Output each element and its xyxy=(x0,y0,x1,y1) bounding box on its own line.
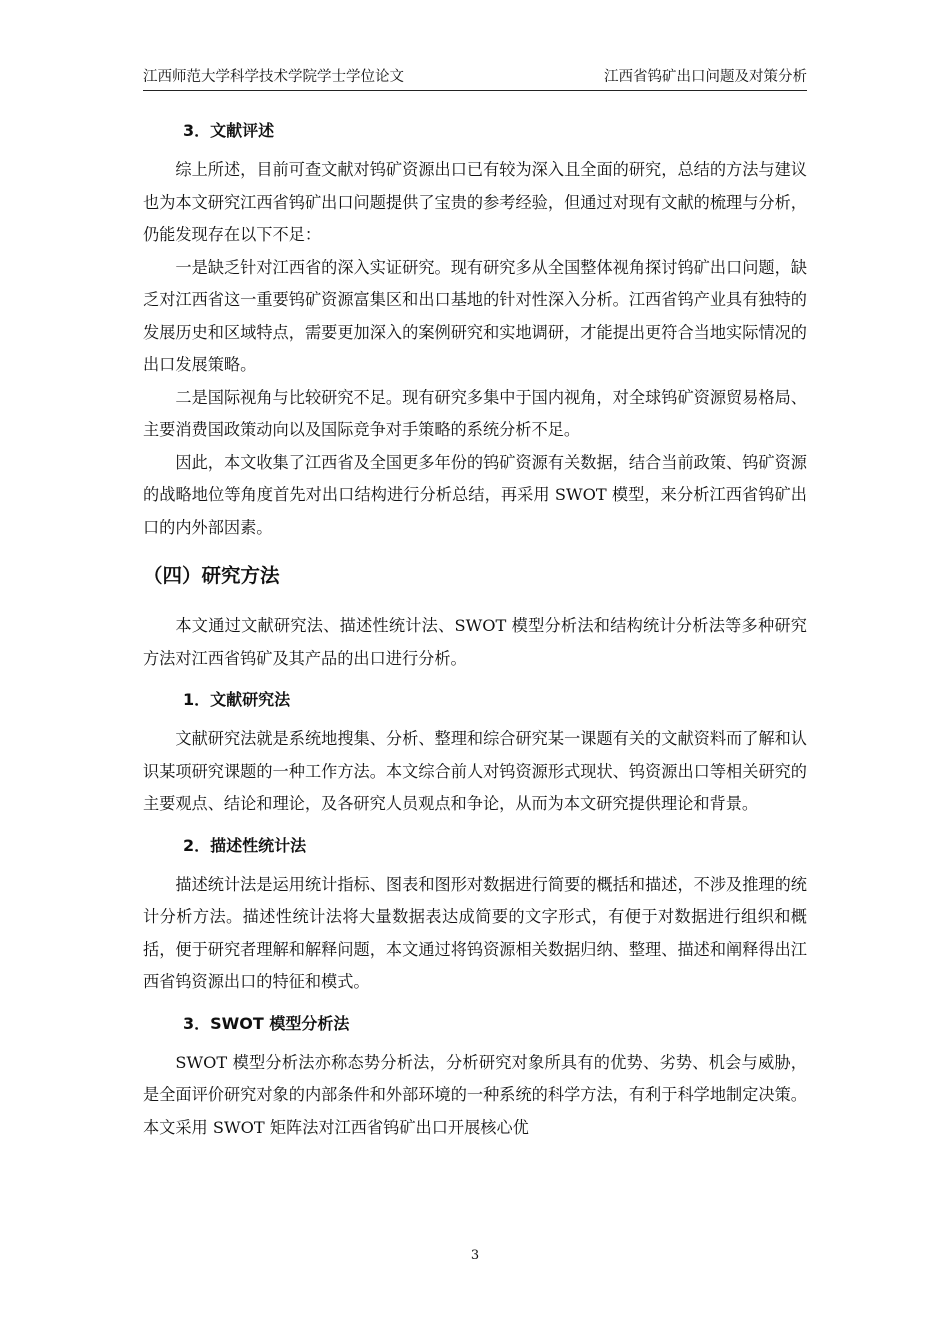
lit-review-paragraph-2: 一是缺乏针对江西省的深入实证研究。现有研究多从全国整体视角探讨钨矿出口问题，缺乏对江西省这一重要钨矿资源富集区和出口基地的针对性深入分析。江西省钨产业具有独特的发展历史和区域特点，需要更加深入的案例研究和实地调研，才能提出更符合当地实际情况的出口发展策略。 xyxy=(143,257,807,374)
lit-review-paragraph-3: 二是国际视角与比较研究不足。现有研究多集中于国内视角，对全球钨矿资源贸易格局、主要消费国政策动向以及国际竞争对手策略的系统分析不足。 xyxy=(143,387,807,439)
methods-section-heading: （四）研究方法 xyxy=(143,564,280,587)
method-3-paragraph: SWOT 模型分析法亦称态势分析法，分析研究对象所具有的优势、劣势、机会与威胁，是全面评价研究对象的内部条件和外部环境的一种系统的科学方法，有利于科学地制定决策。本文采用 SWOT 矩阵法对江西省钨矿出口开展核心优 xyxy=(143,1052,807,1137)
method-2-paragraph: 描述统计法是运用统计指标、图表和图形对数据进行简要的概括和描述，不涉及推理的统计分析方法。描述性统计法将大量数据表达成简要的文字形式，有便于对数据进行组织和概括，便于研究者理解和解释问题，本文通过将钨资源相关数据归纳、整理、描述和阐释得出江西省钨资源出口的特征和模式。 xyxy=(143,874,807,991)
method-1-paragraph: 文献研究法就是系统地搜集、分析、整理和综合研究某一课题有关的文献资料而了解和认识某项研究课题的一种工作方法。本文综合前人对钨资源形式现状、钨资源出口等相关研究的主要观点、结论和理论，及各研究人员观点和争论，从而为本文研究提供理论和背景。 xyxy=(143,729,807,813)
method-3-heading: 3．SWOT 模型分析法 xyxy=(183,1013,350,1033)
lit-review-paragraph-4: 因此，本文收集了江西省及全国更多年份的钨矿资源有关数据，结合当前政策、钨矿资源的战略地位等角度首先对出口结构进行分析总结，再采用 SWOT 模型，来分析江西省钨矿出口的内外部因素。 xyxy=(143,452,807,537)
method-1-heading: 1．文献研究法 xyxy=(183,690,291,709)
method-2-heading: 2．描述性统计法 xyxy=(183,835,307,855)
header-paper-title: 江西省钨矿出口问题及对策分析 xyxy=(604,69,807,85)
page-body xyxy=(143,112,807,1144)
lit-review-heading: 3．文献评述 xyxy=(183,121,275,140)
header-thesis-title: 江西师范大学科学技术学院学士学位论文 xyxy=(143,69,404,85)
page-number: 3 xyxy=(470,1248,480,1263)
lit-review-paragraph-1: 综上所述，目前可查文献对钨矿资源出口已有较为深入且全面的研究，总结的方法与建议也为本文研究江西省钨矿出口问题提供了宝贵的参考经验，但通过对现有文献的梳理与分析，仍能发现存在以下不足： xyxy=(143,160,807,244)
page-header xyxy=(143,66,807,91)
methods-intro-paragraph: 本文通过文献研究法、描述性统计法、SWOT 模型分析法和结构统计分析法等多种研究方法对江西省钨矿及其产品的出口进行分析。 xyxy=(143,616,807,668)
